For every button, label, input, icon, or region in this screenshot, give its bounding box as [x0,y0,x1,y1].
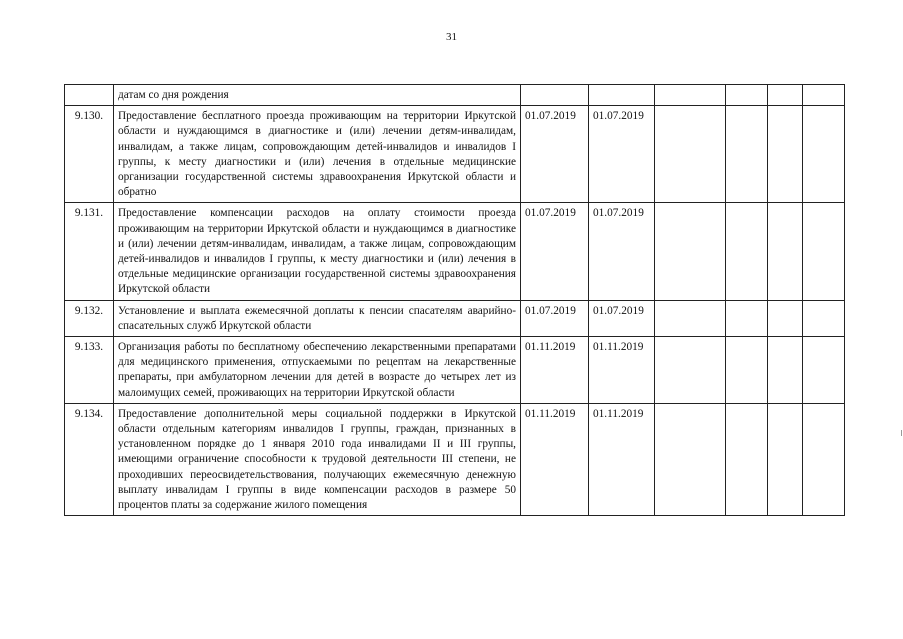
empty-cell [726,106,768,203]
row-date-end: 01.07.2019 [589,203,655,300]
row-date-end [589,85,655,106]
row-description: Предоставление компенсации расходов на оплату стоимости проезда проживающим на территории Иркутской области и нуждающимся в диагностике и (или) лечении детям-инвалидам, инвалидам, а также лицам, сопровождающим детей-инвалидов и инвалидов I группы, к месту диагностики и (или) лечения в отдельные медицинские организации государственной системы здравоохранения Иркутской области [114,203,521,300]
empty-cell [655,106,726,203]
page-number: 31 [446,31,457,43]
row-date-start: 01.07.2019 [521,203,589,300]
row-date-start: 01.07.2019 [521,300,589,336]
empty-cell [768,203,803,300]
empty-cell [803,403,845,515]
empty-cell [726,203,768,300]
empty-cell [768,337,803,404]
row-date-end: 01.11.2019 [589,403,655,515]
empty-cell [803,106,845,203]
table-row [65,85,845,106]
row-description: Предоставление бесплатного проезда проживающим на территории Иркутской области и нуждающимся в диагностике и (или) лечении детям-инвалидам, инвалидам, а также лицам, сопровождающим детей-инвалидов и инвалидов I группы, к месту диагностики и (или) лечения в отдельные медицинские организации государственной системы здравоохранения Иркутской области и обратно [114,106,521,203]
table-row [65,337,845,404]
empty-cell [768,300,803,336]
row-number: 9.131. [65,203,114,300]
empty-cell [803,337,845,404]
row-number: 9.133. [65,337,114,404]
row-number: 9.134. [65,403,114,515]
row-date-start: 01.11.2019 [521,337,589,404]
empty-cell [768,85,803,106]
empty-cell [726,85,768,106]
empty-cell [803,85,845,106]
measures-table [64,84,845,516]
row-date-start: 01.07.2019 [521,106,589,203]
table-row [65,203,845,300]
row-date-start [521,85,589,106]
empty-cell [726,337,768,404]
scan-mark [901,430,902,436]
empty-cell [726,403,768,515]
empty-cell [655,337,726,404]
row-description: Организация работы по бесплатному обеспечению лекарственными препаратами для медицинского применения, отпускаемыми по рецептам на лекарственные препараты, при амбулаторном лечении для детей в возрасте до четырех лет из малоимущих семей, проживающих на территории Иркутской области [114,337,521,404]
empty-cell [655,300,726,336]
empty-cell [655,85,726,106]
empty-cell [768,106,803,203]
row-date-end: 01.07.2019 [589,300,655,336]
row-number: 9.132. [65,300,114,336]
empty-cell [803,203,845,300]
empty-cell [655,203,726,300]
empty-cell [726,300,768,336]
table-row [65,106,845,203]
row-date-start: 01.11.2019 [521,403,589,515]
table-row [65,403,845,515]
row-description: Предоставление дополнительной меры социальной поддержки в Иркутской области отдельным категориям инвалидов I группы, граждан, признанных в установленном порядке до 1 января 2010 года инвалидами II и III группы, имеющими ограничение способности к трудовой деятельности III степени, не проходивших переосвидетельствования, получающих ежемесячную денежную выплату инвалидам I группы в виде компенсации расходов в размере 50 процентов платы за содержание жилого помещения [114,403,521,515]
empty-cell [655,403,726,515]
empty-cell [803,300,845,336]
row-description: Установление и выплата ежемесячной доплаты к пенсии спасателям аварийно-спасательных служб Иркутской области [114,300,521,336]
row-number: 9.130. [65,106,114,203]
row-description: датам со дня рождения [114,85,521,106]
row-date-end: 01.07.2019 [589,106,655,203]
table-row [65,300,845,336]
empty-cell [768,403,803,515]
row-date-end: 01.11.2019 [589,337,655,404]
row-number [65,85,114,106]
